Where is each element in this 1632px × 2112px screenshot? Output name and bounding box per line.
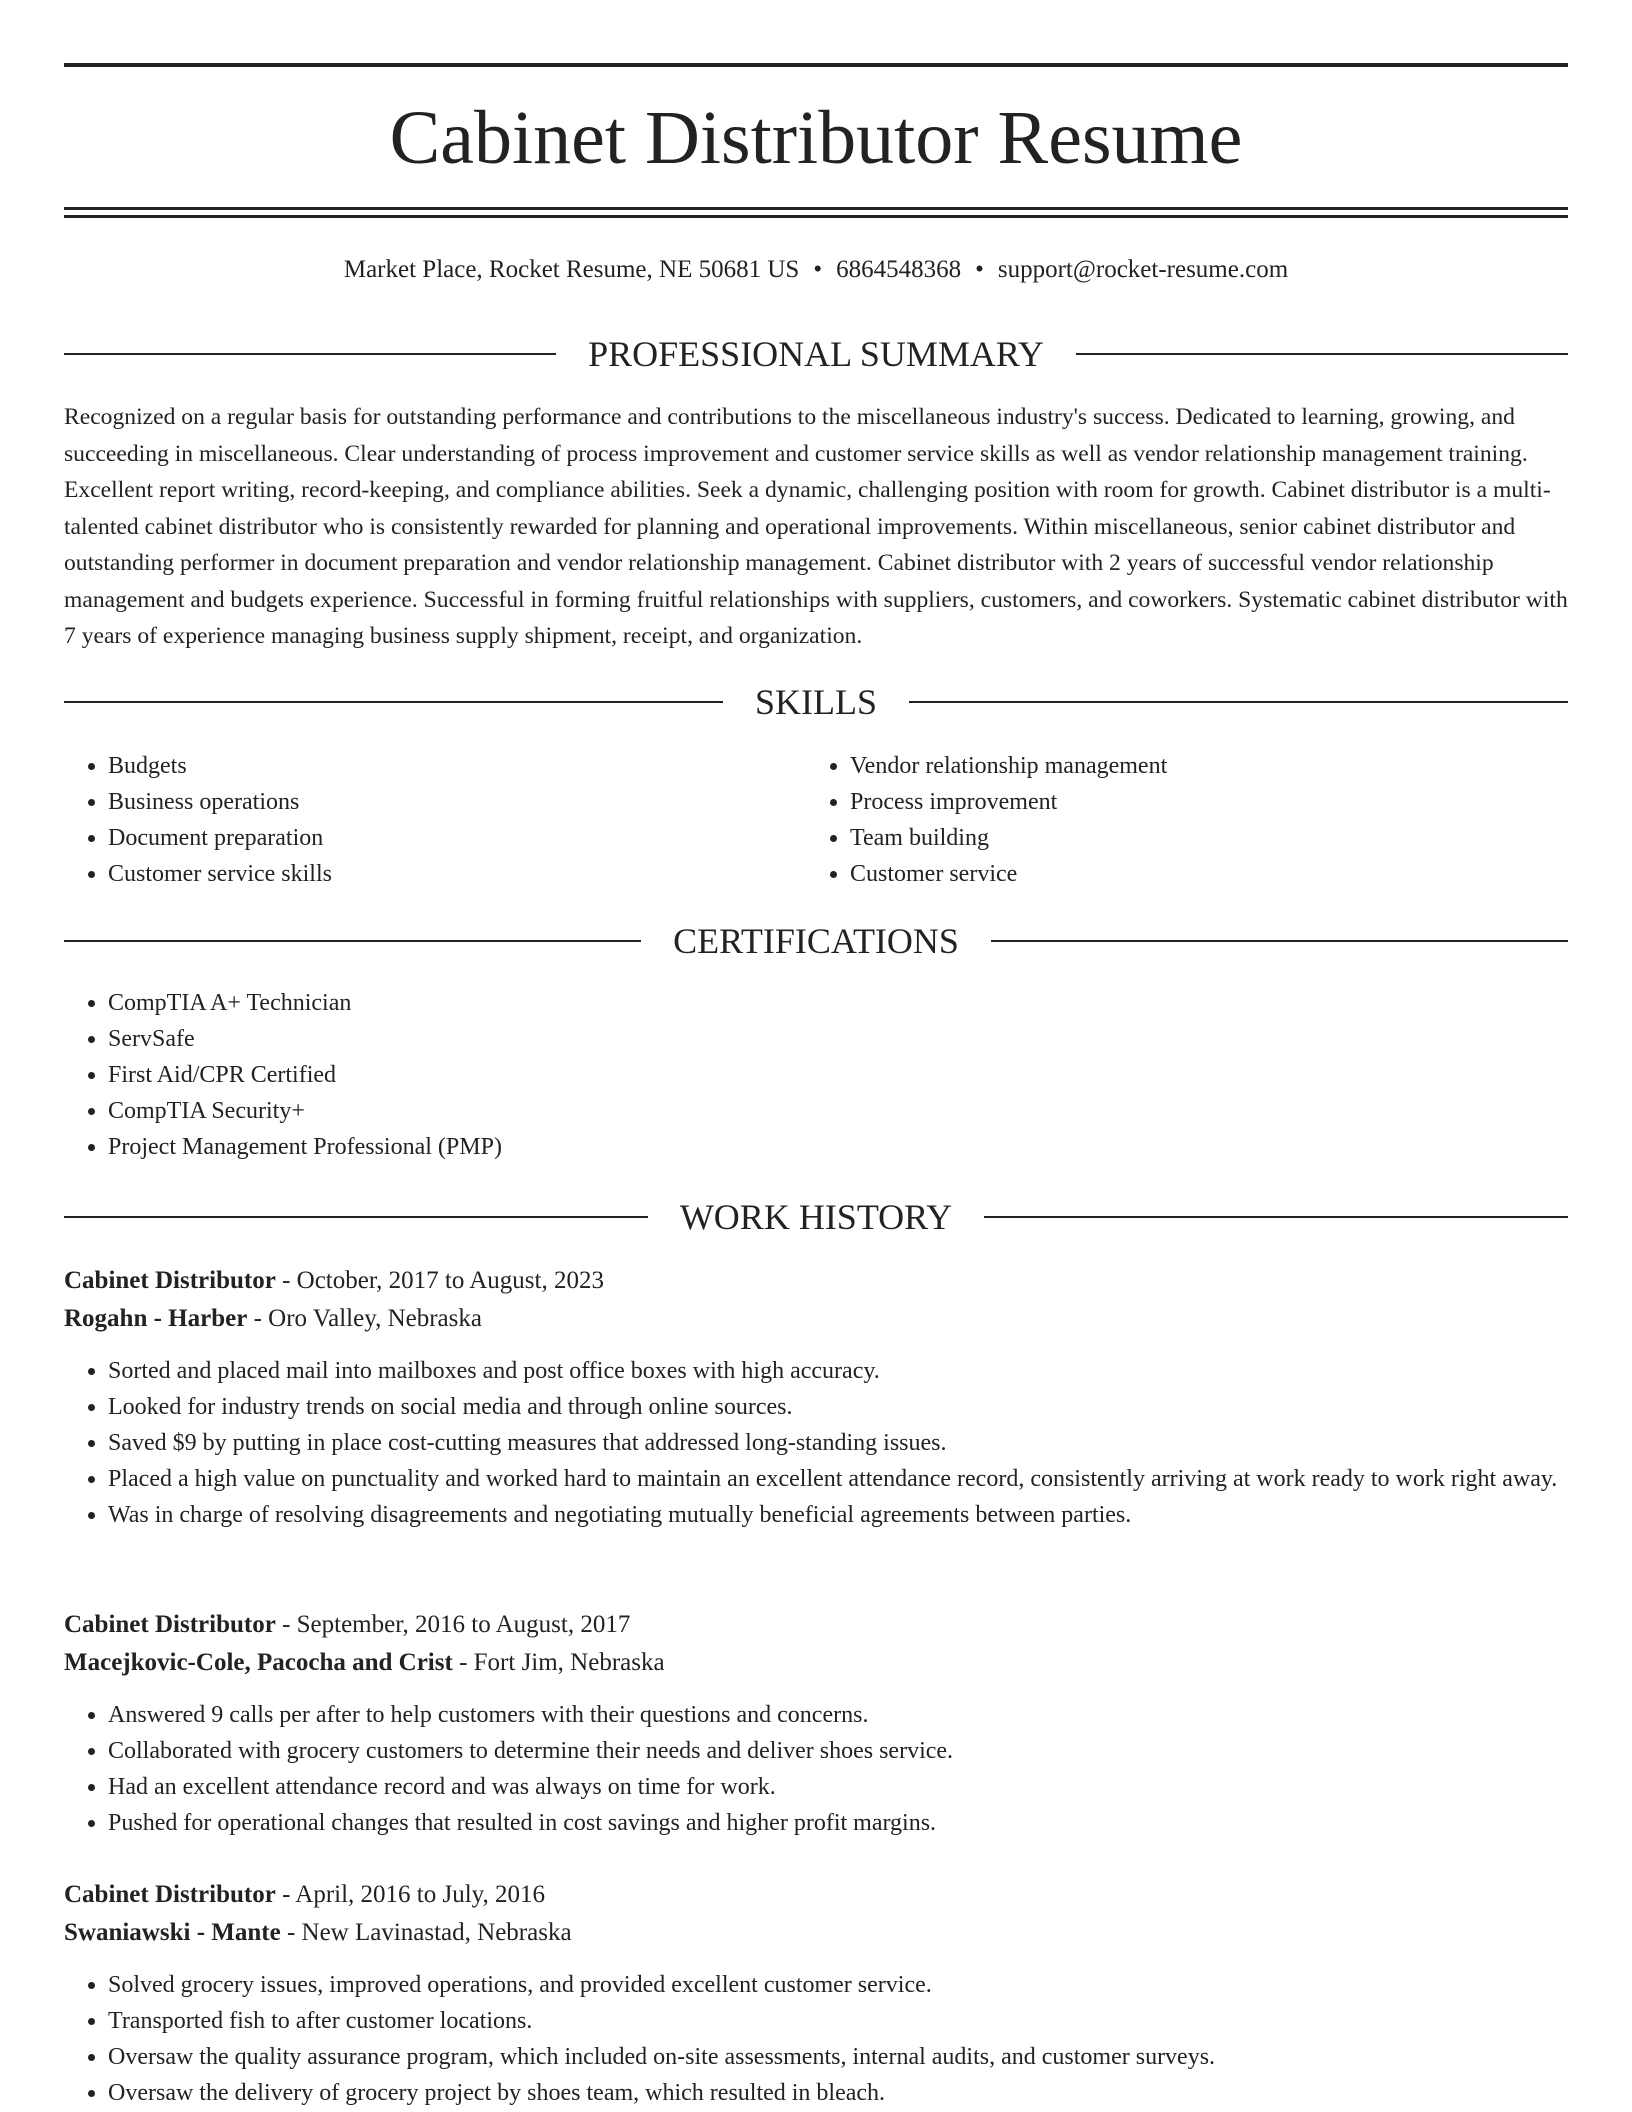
- certification-item: • CompTIA Security+: [108, 1093, 1568, 1129]
- section-rule-left: [64, 353, 556, 355]
- skill-item: • Document preparation: [108, 820, 804, 856]
- section-heading-summary: [64, 330, 1568, 378]
- job-entry: [64, 1262, 1568, 1533]
- job-dates: - April, 2016 to July, 2016: [275, 1881, 546, 1908]
- job-company-line: [64, 1300, 1568, 1338]
- section-rule-right: [991, 940, 1568, 942]
- job-title: Cabinet Distributor: [64, 1881, 276, 1908]
- job-duty: • Oversaw the quality assurance program, which included on-site assessments, internal audits, and customer surveys.: [108, 2039, 1568, 2075]
- job-company-line: [64, 1644, 1568, 1682]
- job-dates: - September, 2016 to August, 2017: [275, 1611, 631, 1638]
- contact-separator: •: [975, 256, 984, 283]
- skill-item: • Customer service skills: [108, 856, 804, 892]
- job-duty: • Placed a high value on punctuality and worked hard to maintain an excellent attendance record, consistently arriving at work ready to work right away.: [108, 1461, 1568, 1497]
- skill-item: • Business operations: [108, 784, 804, 820]
- job-duty: • Saved $9 by putting in place cost-cutting measures that addressed long-standing issues.: [108, 1425, 1568, 1461]
- contact-separator: •: [813, 256, 823, 283]
- job-location: - Fort Jim, Nebraska: [452, 1649, 665, 1676]
- job-company: Macejkovic-Cole, Pacocha and Crist: [64, 1649, 453, 1676]
- section-rule-right: [984, 1216, 1568, 1218]
- job-entry: [64, 1606, 1568, 1841]
- job-title: Cabinet Distributor: [64, 1611, 276, 1638]
- certification-item: • CompTIA A+ Technician: [108, 985, 1568, 1021]
- job-duties-list: [64, 1353, 1568, 1533]
- job-title: Cabinet Distributor: [64, 1267, 276, 1294]
- job-location: - Oro Valley, Nebraska: [247, 1305, 482, 1332]
- job-title-line: [64, 1262, 1568, 1300]
- section-heading-skills: [64, 678, 1568, 726]
- job-location: - New Lavinastad, Nebraska: [280, 1919, 572, 1946]
- skill-item: • Team building: [850, 820, 1546, 856]
- certification-item: • First Aid/CPR Certified: [108, 1057, 1568, 1093]
- section-title: SKILLS: [755, 682, 878, 722]
- skill-item: • Vendor relationship management: [850, 748, 1546, 784]
- job-company-line: [64, 1914, 1568, 1952]
- section-rule-left: [64, 940, 641, 942]
- job-title-line: [64, 1876, 1568, 1914]
- certifications-list: [64, 985, 1568, 1165]
- job-company: Swaniawski - Mante: [64, 1919, 281, 1946]
- section-rule-left: [64, 1216, 648, 1218]
- header-double-rule-lower: [64, 215, 1568, 218]
- job-entry: [64, 1876, 1568, 2111]
- section-heading-certifications: [64, 917, 1568, 965]
- job-dates: - October, 2017 to August, 2023: [275, 1267, 604, 1294]
- job-duty: • Pushed for operational changes that resulted in cost savings and higher profit margins.: [108, 1805, 1568, 1841]
- skills-column-left: [64, 748, 804, 892]
- contact-address: Market Place, Rocket Resume, NE 50681 US: [343, 256, 800, 283]
- job-company: Rogahn - Harber: [64, 1305, 248, 1332]
- job-duty: • Transported fish to after customer locations.: [108, 2003, 1568, 2039]
- header-double-rule-upper: [64, 207, 1568, 210]
- skill-item: • Process improvement: [850, 784, 1546, 820]
- certification-item: • ServSafe: [108, 1021, 1568, 1057]
- job-duty: • Was in charge of resolving disagreements and negotiating mutually beneficial agreements between parties.: [108, 1497, 1568, 1533]
- job-duty: • Sorted and placed mail into mailboxes and post office boxes with high accuracy.: [108, 1353, 1568, 1389]
- section-rule-right: [1076, 353, 1568, 355]
- summary-paragraph: Recognized on a regular basis for outstanding performance and contributions to the miscellaneous industry's success. Dedicated to learning, growing, and succeeding in miscellaneous. Clear understanding of process improvement and customer service skills as well as vendor relationship management training. Excellent report writing, record-keeping, and compliance abilities. Seek a dynamic, challenging position with room for growth. Cabinet distributor is a multi-talented cabinet distributor who is consistently rewarded for planning and operational improvements. Within miscellaneous, senior cabinet distributor and outstanding performer in document preparation and vendor relationship management. Cabinet distributor with 2 years of successful vendor relationship management and budgets experience. Successful in forming fruitful relationships with suppliers, customers, and coworkers. Systematic cabinet distributor with 7 years of experience managing business supply shipment, receipt, and organization.: [64, 404, 1568, 649]
- job-duty: • Had an excellent attendance record and was always on time for work.: [108, 1769, 1568, 1805]
- job-title-line: [64, 1606, 1568, 1644]
- header-top-rule: [64, 63, 1568, 67]
- section-rule-right: [909, 701, 1568, 703]
- job-duties-list: [64, 1967, 1568, 2111]
- job-duty: • Oversaw the delivery of grocery project by shoes team, which resulted in bleach.: [108, 2075, 1568, 2111]
- job-duty: • Answered 9 calls per after to help customers with their questions and concerns.: [108, 1697, 1568, 1733]
- section-title: WORK HISTORY: [679, 1197, 953, 1237]
- certification-item: • Project Management Professional (PMP): [108, 1129, 1568, 1165]
- section-heading-work-history: [64, 1193, 1568, 1241]
- job-duty: • Solved grocery issues, improved operations, and provided excellent customer service.: [108, 1967, 1568, 2003]
- contact-line: [64, 252, 1568, 288]
- certifications-block: [64, 985, 1568, 1165]
- page-title: Cabinet Distributor Resume: [389, 96, 1243, 180]
- contact-phone: 6864548368: [836, 256, 962, 283]
- section-rule-left: [64, 701, 723, 703]
- skill-item: • Budgets: [108, 748, 804, 784]
- skill-item: • Customer service: [850, 856, 1546, 892]
- skills-column-right: [806, 748, 1546, 892]
- contact-email: support@rocket-resume.com: [997, 256, 1289, 283]
- section-title: CERTIFICATIONS: [673, 921, 959, 961]
- skills-list: [806, 748, 1546, 892]
- job-duties-list: [64, 1697, 1568, 1841]
- job-duty: • Looked for industry trends on social media and through online sources.: [108, 1389, 1568, 1425]
- skills-list: [64, 748, 804, 892]
- section-title: PROFESSIONAL SUMMARY: [588, 334, 1044, 374]
- job-duty: • Collaborated with grocery customers to determine their needs and deliver shoes service.: [108, 1733, 1568, 1769]
